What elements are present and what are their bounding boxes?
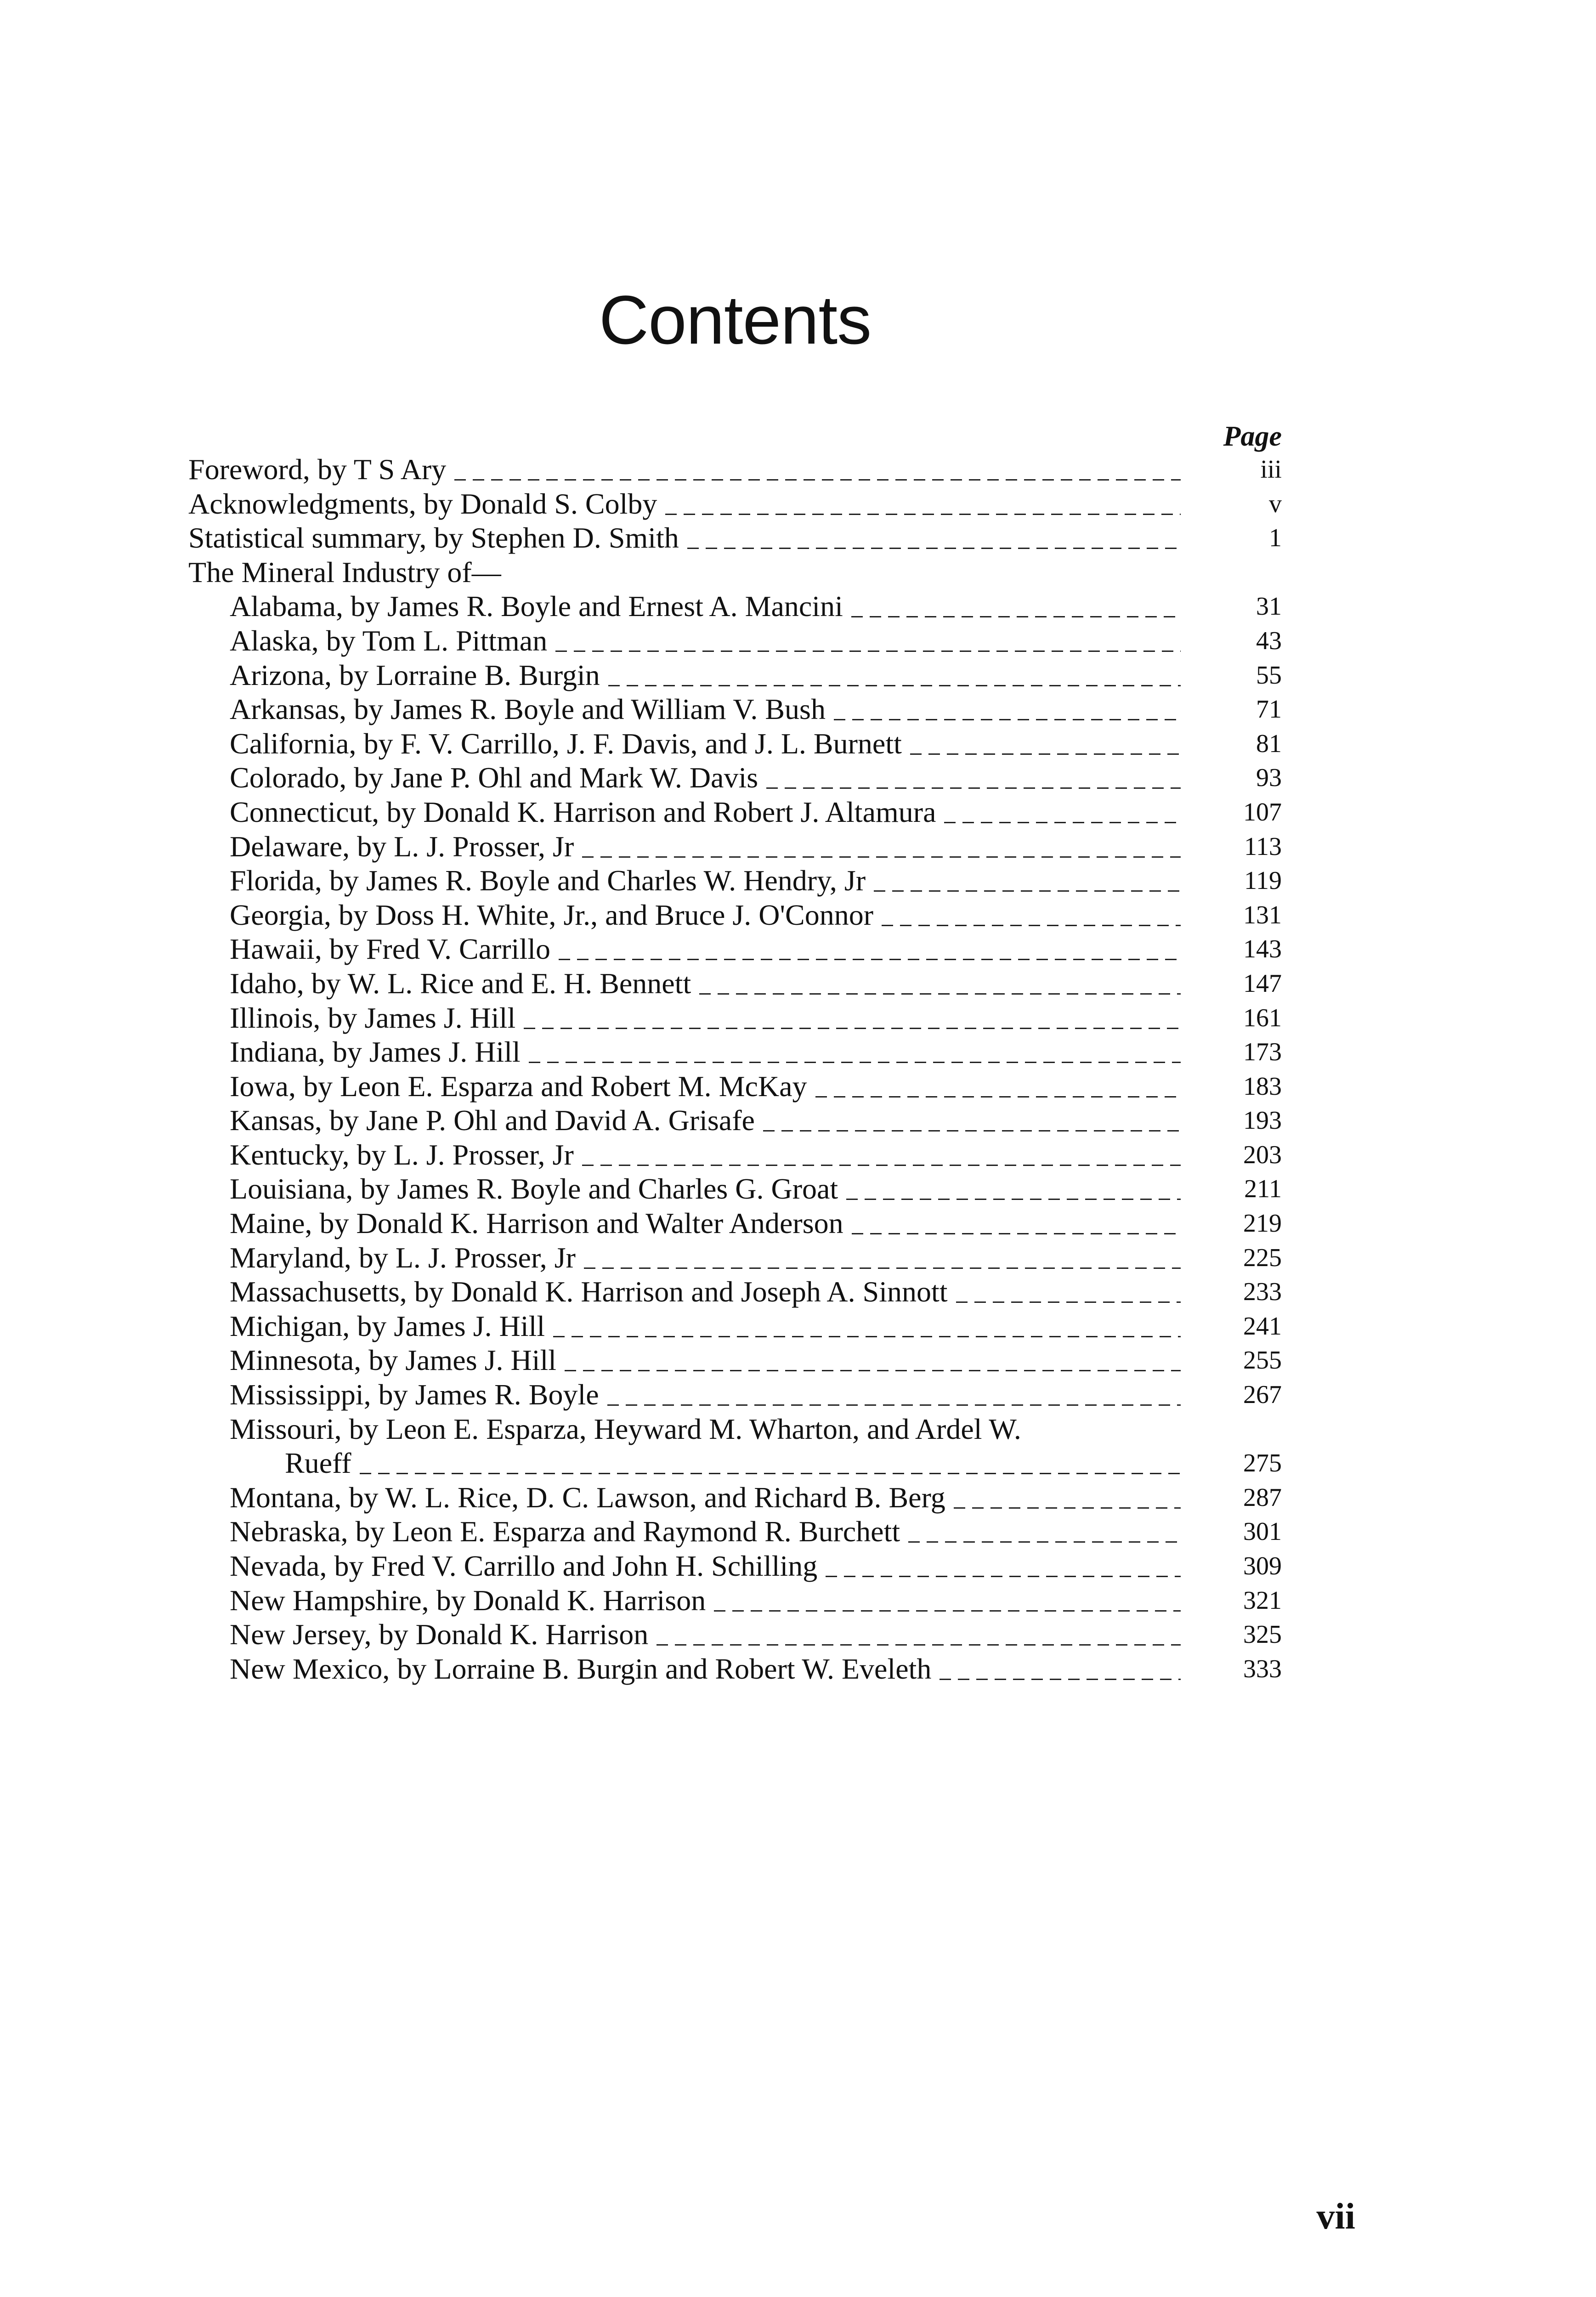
- toc-entry-page: 55: [1256, 661, 1282, 690]
- toc-entry-page: 255: [1243, 1346, 1282, 1375]
- toc-entry-page: 113: [1244, 832, 1282, 861]
- toc-entry-page: 107: [1243, 798, 1282, 826]
- dot-leader: [944, 795, 1181, 830]
- toc-entry-label: California, by F. V. Carrillo, J. F. Davis, and J. L. Burnett: [230, 727, 902, 760]
- dot-leader: [360, 1446, 1181, 1481]
- dot-leader: [851, 589, 1181, 624]
- dot-leader: [582, 830, 1181, 864]
- toc-entry-label: Acknowledgments, by Donald S. Colby: [188, 487, 657, 520]
- toc-entry-page: 71: [1256, 695, 1282, 724]
- page-title: Contents: [599, 281, 872, 358]
- toc-entry-page: 147: [1243, 969, 1282, 998]
- toc-entry: [0, 1035, 1596, 1069]
- dot-leader: [608, 658, 1181, 693]
- dot-leader: [815, 1069, 1181, 1104]
- toc-entry: [0, 1343, 1596, 1378]
- toc-entry-page: 81: [1256, 729, 1282, 758]
- toc-entry-page: v: [1269, 489, 1282, 518]
- toc-entry-page: 43: [1256, 626, 1282, 655]
- toc-heading: [0, 555, 1596, 590]
- toc-entry: [0, 727, 1596, 761]
- toc-entry-page: 225: [1243, 1243, 1282, 1272]
- toc-entry: [0, 1515, 1596, 1549]
- toc-entry: [0, 1241, 1596, 1275]
- toc-entry-page: iii: [1260, 455, 1282, 484]
- dot-leader: [882, 898, 1181, 933]
- toc-entry: [0, 1584, 1596, 1618]
- toc-entry-label: New Jersey, by Donald K. Harrison: [230, 1618, 649, 1651]
- toc-entry-page: 301: [1243, 1517, 1282, 1546]
- toc-entry-label: Foreword, by T S Ary: [188, 453, 447, 486]
- toc-entry-page: 219: [1243, 1209, 1282, 1238]
- toc-entry: [0, 830, 1596, 864]
- toc-entry-label: Maine, by Donald K. Harrison and Walter Anderson: [230, 1207, 843, 1240]
- toc-entry-label: Colorado, by Jane P. Ohl and Mark W. Davis: [230, 761, 758, 794]
- toc-heading: [0, 1412, 1596, 1447]
- page-column-header: Page: [1223, 421, 1282, 452]
- toc-entry-page: 325: [1243, 1620, 1282, 1649]
- toc-entry: [0, 1549, 1596, 1584]
- toc-entry-page: 131: [1243, 900, 1282, 929]
- toc-entry-label: Nebraska, by Leon E. Esparza and Raymond R. Burchett: [230, 1515, 900, 1548]
- dot-leader: [954, 1481, 1181, 1515]
- toc-entry-page: 1: [1269, 524, 1282, 553]
- dot-leader: [524, 1001, 1181, 1035]
- dot-leader: [714, 1584, 1181, 1618]
- toc-entry: [0, 521, 1596, 555]
- dot-leader: [529, 1035, 1181, 1069]
- toc-entry-page: 143: [1243, 935, 1282, 964]
- toc-entry-page: 233: [1243, 1278, 1282, 1307]
- toc-entry-page: 333: [1243, 1654, 1282, 1683]
- toc-entry-label: Connecticut, by Donald K. Harrison and Robert J. Altamura: [230, 795, 936, 828]
- toc-entry-page: 203: [1243, 1140, 1282, 1169]
- dot-leader: [657, 1618, 1181, 1652]
- toc-entry: [0, 1172, 1596, 1206]
- toc-entry: [0, 624, 1596, 658]
- toc-entry-label: Rueff: [285, 1447, 351, 1480]
- toc-entry-label: Idaho, by W. L. Rice and E. H. Bennett: [230, 967, 691, 1000]
- toc-entry-page: 93: [1256, 764, 1282, 792]
- toc-entry: [0, 453, 1596, 487]
- toc-entry-page: 241: [1243, 1312, 1282, 1341]
- toc-entry-label: Montana, by W. L. Rice, D. C. Lawson, and Richard B. Berg: [230, 1481, 945, 1514]
- toc-entry-page: 173: [1243, 1038, 1282, 1067]
- toc-entry-page: 287: [1243, 1483, 1282, 1512]
- dot-leader: [559, 932, 1181, 967]
- toc-entry-label: Iowa, by Leon E. Esparza and Robert M. McKay: [230, 1069, 807, 1103]
- toc-entry-label: Mississippi, by James R. Boyle: [230, 1378, 599, 1411]
- toc-entry-page: 193: [1243, 1106, 1282, 1135]
- toc-entry: [0, 1069, 1596, 1104]
- page-number: vii: [1316, 2196, 1355, 2237]
- table-of-contents: [0, 453, 1596, 1686]
- toc-entry: [0, 1378, 1596, 1412]
- dot-leader: [939, 1652, 1181, 1686]
- toc-entry: [0, 864, 1596, 898]
- toc-entry-label: Minnesota, by James J. Hill: [230, 1344, 557, 1377]
- dot-leader: [565, 1343, 1181, 1378]
- dot-leader: [852, 1206, 1181, 1241]
- toc-entry-label: Michigan, by James J. Hill: [230, 1309, 545, 1342]
- toc-entry: [0, 487, 1596, 521]
- dot-leader: [553, 1309, 1181, 1344]
- dot-leader: [766, 761, 1181, 795]
- dot-leader: [834, 692, 1181, 727]
- toc-entry: [0, 1138, 1596, 1172]
- toc-entry-page: 211: [1244, 1175, 1282, 1204]
- toc-entry-page: 309: [1243, 1552, 1282, 1580]
- toc-entry-label: Illinois, by James J. Hill: [230, 1001, 516, 1034]
- toc-entry: [0, 1275, 1596, 1309]
- toc-entry: [0, 1206, 1596, 1241]
- toc-entry-page: 31: [1256, 592, 1282, 621]
- dot-leader: [607, 1378, 1181, 1412]
- toc-entry: [0, 1001, 1596, 1035]
- toc-entry-label: Georgia, by Doss H. White, Jr., and Bruce J. O'Connor: [230, 898, 873, 931]
- toc-entry-label: Maryland, by L. J. Prosser, Jr: [230, 1241, 576, 1274]
- toc-entry-label: Nevada, by Fred V. Carrillo and John H. Schilling: [230, 1550, 818, 1582]
- toc-entry: [0, 1481, 1596, 1515]
- toc-entry-label: Statistical summary, by Stephen D. Smith: [188, 521, 679, 554]
- toc-entry-label: Arizona, by Lorraine B. Burgin: [230, 658, 600, 691]
- toc-entry-page: 267: [1243, 1380, 1282, 1409]
- dot-leader: [956, 1275, 1181, 1309]
- toc-entry-label: Florida, by James R. Boyle and Charles W. Hendry, Jr: [230, 864, 866, 897]
- toc-entry-label: New Hampshire, by Donald K. Harrison: [230, 1584, 706, 1617]
- dot-leader: [908, 1515, 1181, 1549]
- dot-leader: [763, 1103, 1181, 1138]
- toc-entry: [0, 1446, 1596, 1481]
- dot-leader: [665, 487, 1181, 521]
- toc-entry-page: 119: [1244, 866, 1282, 895]
- dot-leader: [584, 1241, 1181, 1275]
- toc-entry: [0, 967, 1596, 1001]
- toc-entry-label: Missouri, by Leon E. Esparza, Heyward M. Wharton, and Ardel W.: [230, 1412, 1021, 1445]
- toc-entry-label: Alaska, by Tom L. Pittman: [230, 624, 548, 657]
- toc-entry: [0, 795, 1596, 830]
- toc-entry: [0, 932, 1596, 967]
- dot-leader: [826, 1549, 1181, 1584]
- toc-entry: [0, 898, 1596, 933]
- toc-entry-label: Delaware, by L. J. Prosser, Jr: [230, 830, 574, 863]
- toc-entry-page: 161: [1243, 1003, 1282, 1032]
- toc-entry: [0, 1103, 1596, 1138]
- toc-entry-label: Massachusetts, by Donald K. Harrison and Joseph A. Sinnott: [230, 1275, 948, 1308]
- toc-entry: [0, 692, 1596, 727]
- toc-entry-label: The Mineral Industry of—: [188, 555, 501, 588]
- dot-leader: [874, 864, 1181, 898]
- toc-entry-label: New Mexico, by Lorraine B. Burgin and Robert W. Eveleth: [230, 1652, 932, 1685]
- dot-leader: [910, 727, 1181, 761]
- dot-leader: [454, 453, 1181, 487]
- dot-leader: [699, 967, 1181, 1001]
- toc-entry-label: Kentucky, by L. J. Prosser, Jr: [230, 1138, 574, 1171]
- toc-entry: [0, 589, 1596, 624]
- toc-entry-label: Alabama, by James R. Boyle and Ernest A. Mancini: [230, 590, 843, 623]
- toc-entry: [0, 761, 1596, 795]
- toc-entry: [0, 1618, 1596, 1652]
- toc-entry: [0, 658, 1596, 693]
- dot-leader: [555, 624, 1181, 658]
- toc-entry-page: 321: [1243, 1586, 1282, 1615]
- toc-entry-label: Indiana, by James J. Hill: [230, 1035, 521, 1069]
- dot-leader: [846, 1172, 1181, 1206]
- dot-leader: [582, 1138, 1181, 1172]
- toc-entry: [0, 1652, 1596, 1686]
- toc-entry-label: Hawaii, by Fred V. Carrillo: [230, 933, 550, 966]
- toc-entry: [0, 1309, 1596, 1344]
- toc-entry-label: Arkansas, by James R. Boyle and William V. Bush: [230, 693, 826, 726]
- toc-entry-label: Kansas, by Jane P. Ohl and David A. Grisafe: [230, 1104, 755, 1137]
- toc-entry-page: 183: [1243, 1072, 1282, 1101]
- toc-entry-page: 275: [1243, 1449, 1282, 1478]
- toc-entry-label: Louisiana, by James R. Boyle and Charles G. Groat: [230, 1172, 838, 1205]
- dot-leader: [687, 521, 1181, 555]
